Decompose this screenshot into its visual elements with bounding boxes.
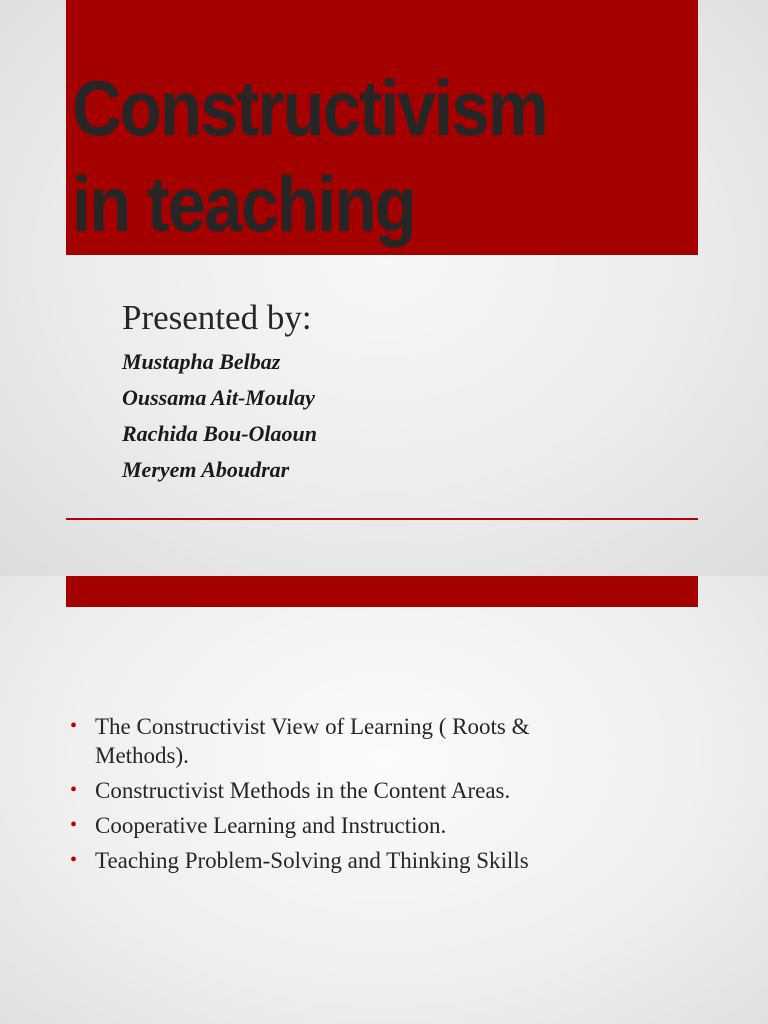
title-line-1: Constructivism (72, 64, 548, 152)
header-banner (66, 576, 698, 607)
list-item-text: The Constructivist View of Learning ( Roots & Methods). (95, 714, 530, 768)
presented-by-label: Presented by: (122, 298, 312, 337)
list-item (66, 776, 626, 805)
presenter-name: Rachida Bou-Olaoun (122, 421, 317, 446)
bullet-dot-icon: • (70, 715, 78, 737)
slide-title (72, 60, 618, 252)
title-line-2: in teaching (72, 160, 415, 248)
presenter-name: Oussama Ait-Moulay (122, 385, 315, 410)
list-item (66, 712, 626, 770)
outline-slide (0, 576, 768, 1024)
list-item-text: Constructivist Methods in the Content Areas. (95, 778, 511, 803)
title-banner (66, 0, 698, 255)
bullet-dot-icon: • (70, 849, 78, 871)
bullet-dot-icon: • (70, 814, 78, 836)
bullet-dot-icon: • (70, 779, 78, 801)
outline-list (66, 712, 626, 881)
list-item (66, 846, 626, 875)
presenter-name: Meryem Aboudrar (122, 457, 290, 482)
list-item (66, 811, 626, 840)
presenter-list (122, 344, 317, 488)
presenter-name: Mustapha Belbaz (122, 349, 281, 374)
list-item-text: Teaching Problem-Solving and Thinking Skills (95, 848, 529, 873)
divider-line (66, 518, 698, 520)
list-item-text: Cooperative Learning and Instruction. (95, 813, 447, 838)
